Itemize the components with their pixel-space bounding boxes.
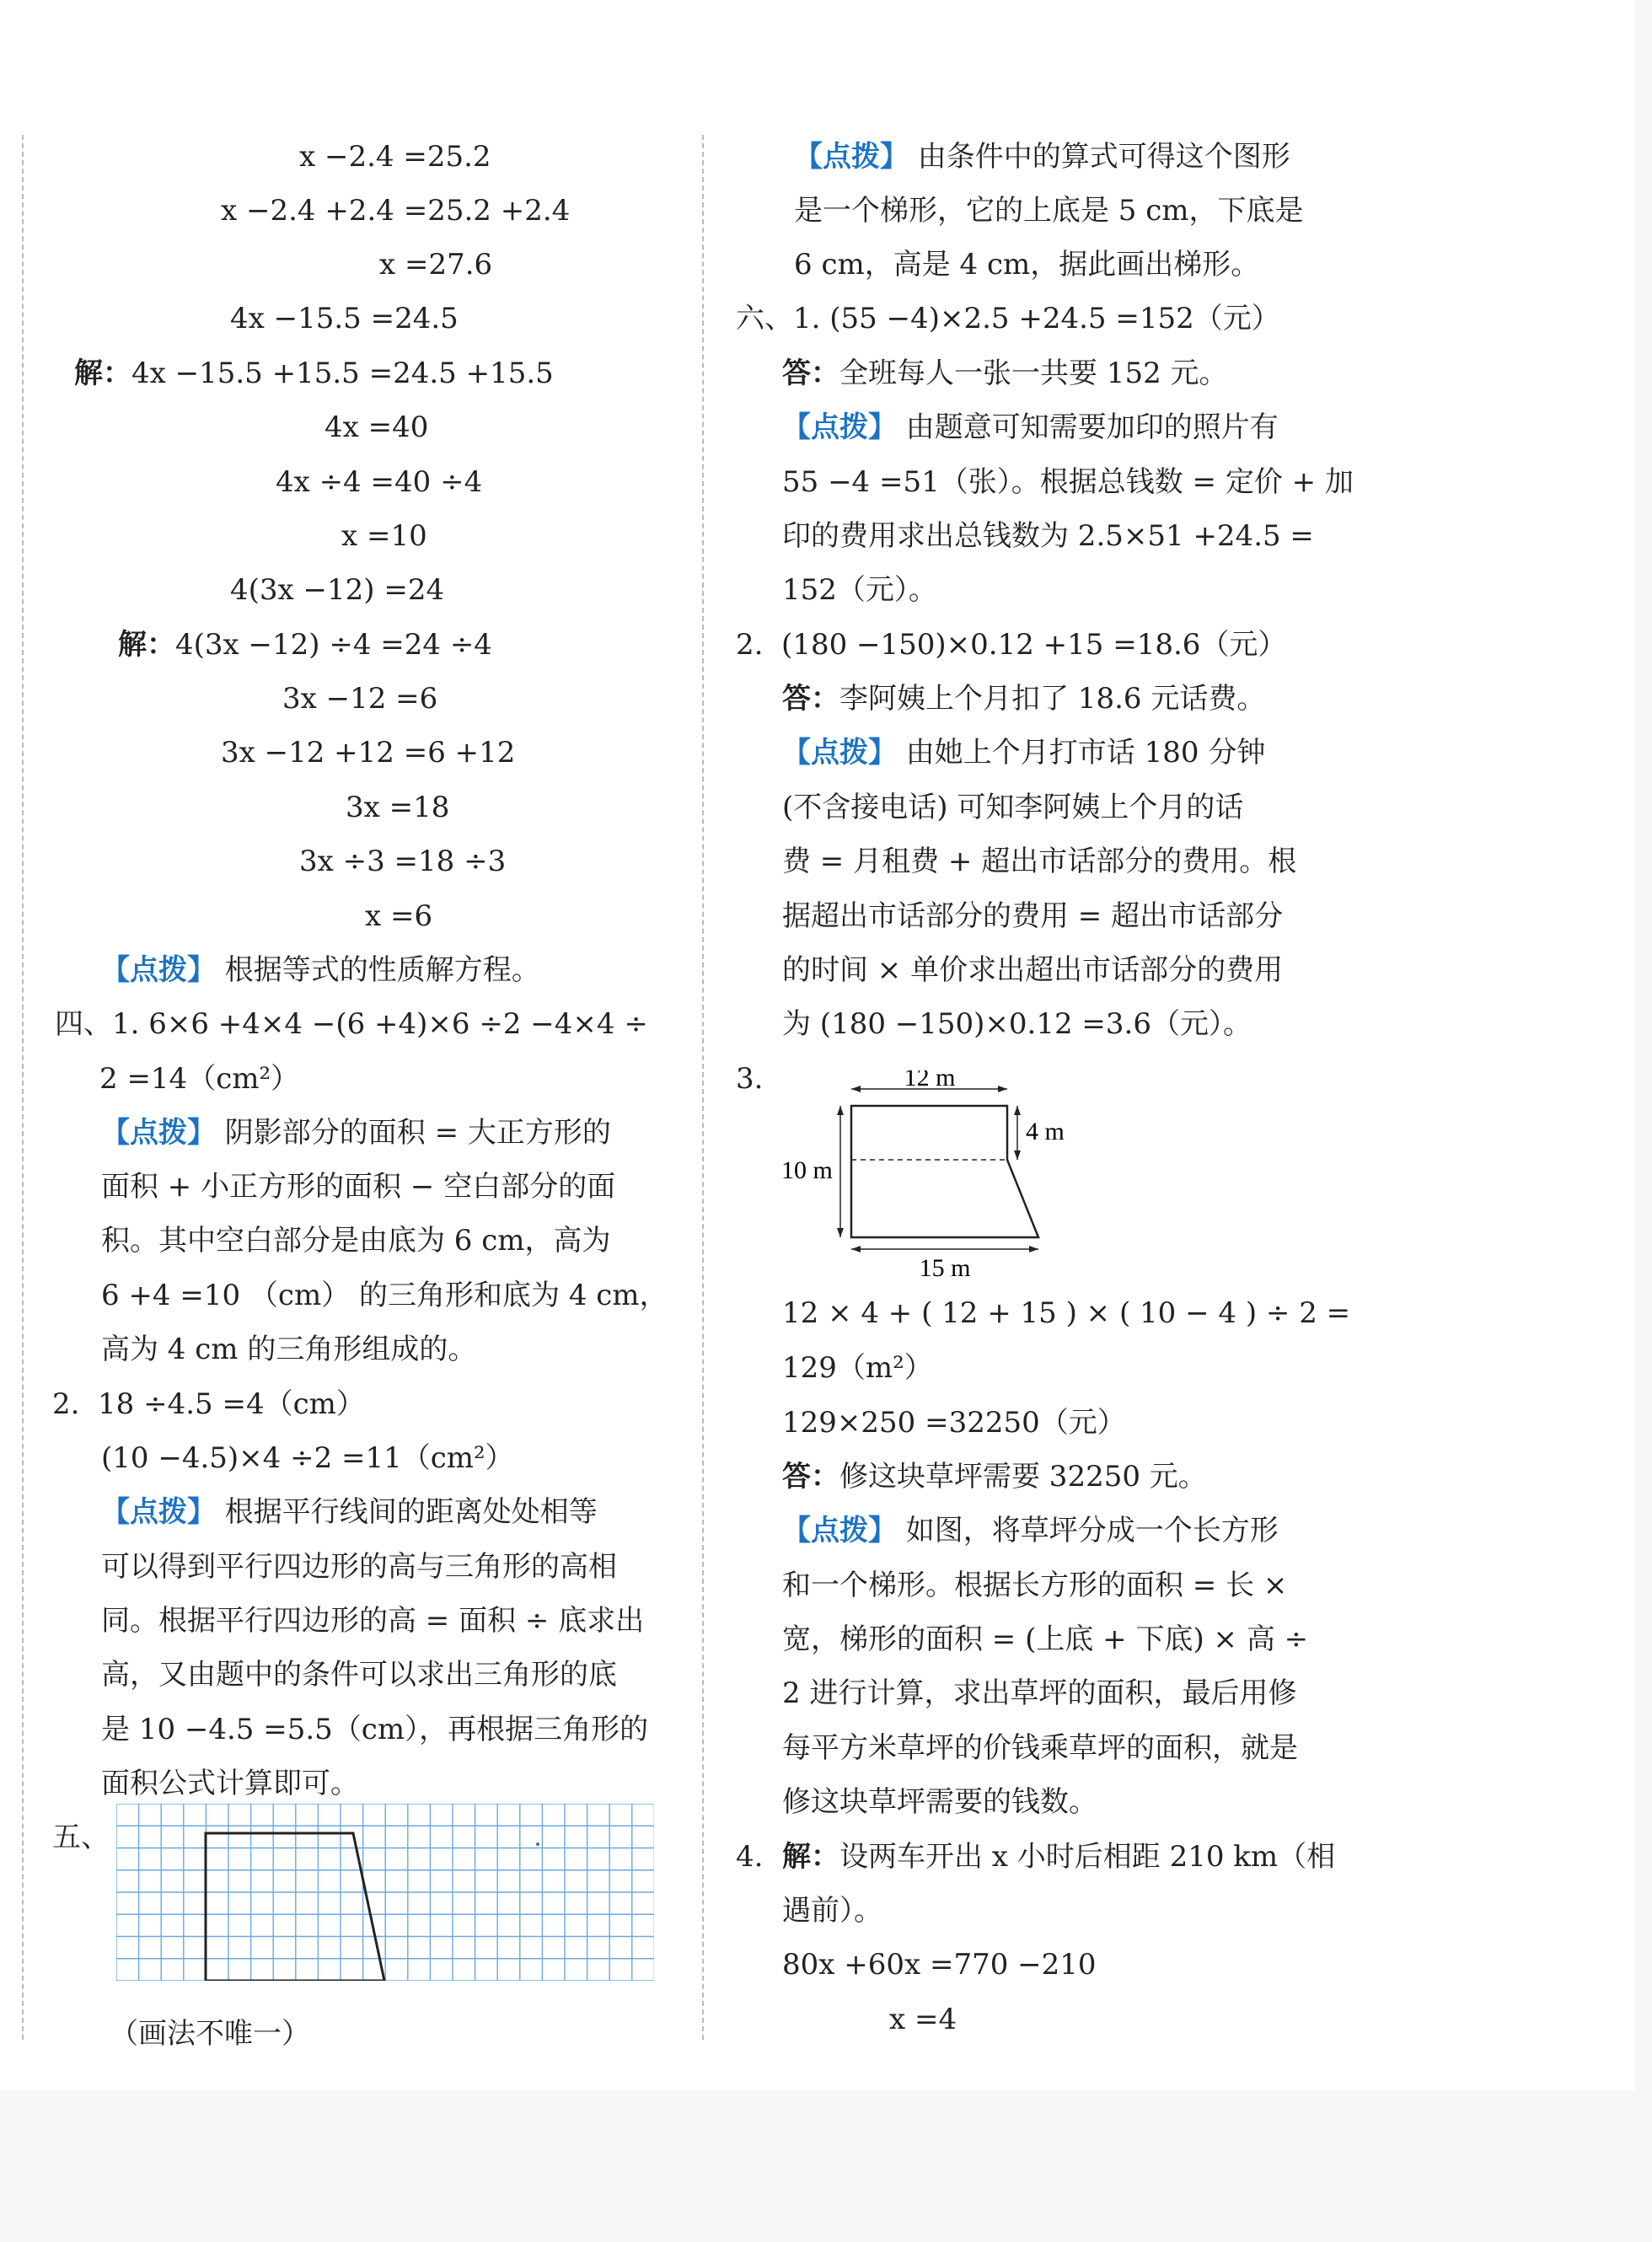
left-line bbox=[230, 300, 459, 337]
line-text: 3x −12 =6 bbox=[282, 682, 438, 716]
bottom-dim-arrow-r bbox=[1029, 1246, 1038, 1252]
line-text: 152（元）。 bbox=[782, 573, 937, 607]
right-line bbox=[782, 1295, 1350, 1332]
line-text: 李阿姨上个月扣了 18.6 元话费。 bbox=[839, 682, 1266, 716]
bottom-dim-label: 15 m bbox=[919, 1254, 971, 1281]
line-text: 4(3x −12) ÷4 =24 ÷4 bbox=[175, 628, 492, 662]
left-line bbox=[110, 2015, 310, 2052]
left-line bbox=[101, 1602, 644, 1639]
right-line bbox=[782, 409, 1279, 446]
right-line bbox=[782, 1946, 1097, 1983]
line-text: x −2.4 +2.4 =25.2 +2.4 bbox=[221, 194, 571, 228]
line-text: 五、 bbox=[52, 1821, 110, 1854]
line-text: 积。其中空白部分是由底为 6 cm，高为 bbox=[101, 1224, 611, 1258]
top-dim-arrow-r bbox=[998, 1086, 1007, 1092]
hint-label: 【点拨】 bbox=[782, 736, 897, 770]
line-text: x =10 bbox=[341, 519, 427, 553]
line-text: 2. (180 −150)×0.12 +15 =18.6（元） bbox=[736, 628, 1287, 662]
right-line bbox=[794, 246, 1259, 283]
line-text: 如图，将草坪分成一个长方形 bbox=[897, 1514, 1279, 1547]
right-dim-label: 4 m bbox=[1026, 1118, 1065, 1145]
line-text: 四、1. 6×6 +4×4 −(6 +4)×6 ÷2 −4×4 ÷ bbox=[55, 1007, 648, 1041]
left-line bbox=[341, 518, 427, 555]
line-text: 据超出市话部分的费用 = 超出市话部分 bbox=[782, 899, 1284, 933]
left-line bbox=[52, 1386, 365, 1423]
left-dim-arrow-t bbox=[837, 1106, 844, 1115]
line-text: 修这块草坪需要 32250 元。 bbox=[839, 1460, 1207, 1494]
line-text: 修这块草坪需要的钱数。 bbox=[782, 1785, 1097, 1819]
grid-lines bbox=[116, 1804, 654, 1981]
right-line bbox=[782, 355, 1228, 392]
left-line bbox=[52, 1819, 110, 1856]
right-line bbox=[736, 1838, 763, 1875]
left-line bbox=[55, 1006, 648, 1043]
left-line bbox=[379, 246, 492, 283]
hint-label: 【点拨】 bbox=[101, 1116, 216, 1150]
right-line bbox=[782, 1621, 1308, 1658]
left-line bbox=[299, 138, 491, 175]
left-line bbox=[101, 1168, 615, 1205]
line-text: 根据平行线间的距离处处相等 bbox=[216, 1495, 598, 1529]
left-dim-arrow-b bbox=[837, 1228, 844, 1237]
line-text: 每平方米草坪的价钱乘草坪的面积，就是 bbox=[782, 1731, 1298, 1765]
right-line bbox=[782, 898, 1283, 935]
line-text: 高为 4 cm 的三角形组成的。 bbox=[101, 1333, 477, 1366]
left-line bbox=[299, 843, 506, 880]
line-text: 同。根据平行四边形的高 = 面积 ÷ 底求出 bbox=[101, 1604, 645, 1638]
right-line bbox=[782, 1838, 1335, 1875]
line-text: 12 × 4 + ( 12 + 15 ) × ( 10 − 4 ) ÷ 2 = bbox=[782, 1296, 1351, 1330]
line-prefix: 解： bbox=[782, 1840, 839, 1874]
left-line bbox=[118, 626, 492, 663]
right-line bbox=[782, 680, 1265, 717]
left-margin-rule bbox=[22, 135, 24, 2040]
line-text: 129（m²） bbox=[782, 1351, 933, 1385]
right-line bbox=[782, 571, 937, 609]
line-text: 129×250 =32250（元） bbox=[782, 1406, 1126, 1440]
left-line bbox=[324, 409, 428, 446]
right-line bbox=[794, 192, 1304, 229]
line-text: 是一个梯形，它的上底是 5 cm，下底是 bbox=[794, 194, 1304, 228]
line-text: 阴影部分的面积 = 大正方形的 bbox=[216, 1116, 611, 1150]
line-text: 3. bbox=[736, 1062, 764, 1096]
line-text: 由她上个月打市话 180 分钟 bbox=[897, 736, 1266, 770]
right-line bbox=[736, 300, 1280, 337]
line-text: 宽，梯形的面积 = (上底 + 下底) × 高 ÷ bbox=[782, 1622, 1309, 1656]
left-line bbox=[101, 1277, 668, 1314]
right-line bbox=[782, 843, 1296, 880]
left-line bbox=[221, 192, 570, 229]
line-text: 4x =40 bbox=[324, 410, 429, 444]
left-line bbox=[365, 898, 432, 935]
line-text: 2. 18 ÷4.5 =4（cm） bbox=[52, 1387, 365, 1421]
left-line bbox=[101, 1494, 598, 1531]
right-dim-arrow-t bbox=[1014, 1106, 1021, 1115]
right-line bbox=[782, 1892, 882, 1929]
line-text: 4(3x −12) =24 bbox=[230, 573, 445, 607]
hint-label: 【点拨】 bbox=[101, 953, 216, 987]
left-line bbox=[101, 1440, 514, 1477]
right-line bbox=[782, 1783, 1097, 1821]
line-text: 由题意可知需要加印的照片有 bbox=[897, 410, 1279, 444]
line-text: 高，又由题中的条件可以求出三角形的底 bbox=[101, 1658, 617, 1692]
left-line bbox=[101, 952, 540, 989]
line-text: x =27.6 bbox=[379, 248, 493, 282]
right-line bbox=[736, 626, 1286, 663]
line-text: 根据等式的性质解方程。 bbox=[216, 953, 540, 987]
line-prefix: 答： bbox=[782, 357, 839, 390]
left-line bbox=[101, 1114, 611, 1151]
right-line bbox=[782, 1567, 1287, 1604]
left-line bbox=[101, 1331, 476, 1368]
left-line bbox=[282, 680, 437, 717]
right-line bbox=[782, 1006, 1252, 1043]
lawn-figure bbox=[780, 1070, 1083, 1281]
line-text: x −2.4 =25.2 bbox=[299, 140, 491, 174]
right-line bbox=[782, 1349, 933, 1386]
line-text: 为 (180 −150)×0.12 =3.6（元）。 bbox=[782, 1007, 1252, 1041]
bottom-dim-arrow-l bbox=[851, 1246, 861, 1252]
right-line bbox=[782, 952, 1283, 989]
line-prefix: 答： bbox=[782, 682, 839, 716]
line-text: 和一个梯形。根据长方形的面积 = 长 × bbox=[782, 1569, 1288, 1602]
hint-label: 【点拨】 bbox=[101, 1495, 216, 1529]
line-text: 4. bbox=[736, 1840, 764, 1874]
line-text: 4x −15.5 +15.5 =24.5 +15.5 bbox=[131, 357, 554, 390]
line-text: 3x ÷3 =18 ÷3 bbox=[299, 845, 507, 878]
line-text: 的时间 × 单价求出超出市话部分的费用 bbox=[782, 953, 1284, 987]
line-text: 六、1. (55 −4)×2.5 +24.5 =152（元） bbox=[736, 302, 1280, 335]
line-text: 55 −4 =51（张）。根据总钱数 = 定价 + 加 bbox=[782, 465, 1354, 499]
line-text: 全班每人一张一共要 152 元。 bbox=[839, 357, 1228, 390]
line-prefix: 解： bbox=[74, 357, 131, 390]
line-text: 是 10 −4.5 =5.5（cm），再根据三角形的 bbox=[101, 1713, 649, 1746]
left-line bbox=[101, 1711, 648, 1748]
hint-label: 【点拨】 bbox=[794, 140, 909, 174]
left-dim-label: 10 m bbox=[781, 1156, 833, 1184]
right-line bbox=[782, 1404, 1126, 1441]
left-line bbox=[101, 1222, 611, 1259]
left-line bbox=[346, 789, 449, 826]
right-line bbox=[782, 1512, 1279, 1549]
grid-dot bbox=[536, 1842, 539, 1846]
left-line bbox=[101, 1548, 617, 1585]
right-dim-arrow-b bbox=[1014, 1150, 1021, 1160]
top-dim-label: 12 m bbox=[904, 1070, 956, 1092]
right-line bbox=[782, 518, 1314, 555]
line-text: x =4 bbox=[889, 2003, 957, 2036]
line-text: 4x ÷4 =40 ÷4 bbox=[276, 465, 483, 499]
line-text: 3x −12 +12 =6 +12 bbox=[221, 736, 516, 770]
line-text: (不含接电话) 可知李阿姨上个月的话 bbox=[782, 791, 1244, 824]
line-text: 印的费用求出总钱数为 2.5×51 +24.5 = bbox=[782, 519, 1314, 553]
line-prefix: 解： bbox=[118, 628, 175, 662]
right-line bbox=[782, 789, 1243, 826]
line-text: 费 = 月租费 + 超出市话部分的费用。根 bbox=[782, 845, 1297, 878]
line-text: 可以得到平行四边形的高与三角形的高相 bbox=[101, 1550, 617, 1584]
line-text: x =6 bbox=[365, 899, 433, 933]
line-text: 3x =18 bbox=[346, 791, 450, 824]
line-text: （画法不唯一） bbox=[110, 2017, 310, 2051]
line-text: 由条件中的算式可得这个图形 bbox=[909, 140, 1290, 174]
column-divider bbox=[702, 135, 704, 2040]
line-text: 2 进行计算，求出草坪的面积，最后用修 bbox=[782, 1676, 1297, 1710]
line-text: 2 =14（cm²） bbox=[99, 1062, 300, 1096]
line-text: 6 +4 =10 （cm） 的三角形和底为 4 cm， bbox=[101, 1279, 668, 1312]
left-line bbox=[221, 734, 515, 771]
left-line bbox=[101, 1765, 359, 1802]
hint-label: 【点拨】 bbox=[782, 1514, 897, 1547]
line-text: 面积公式计算即可。 bbox=[101, 1767, 359, 1800]
right-line bbox=[782, 464, 1354, 501]
line-text: (10 −4.5)×4 ÷2 =11（cm²） bbox=[101, 1441, 514, 1475]
lawn-shape bbox=[851, 1106, 1038, 1237]
right-line bbox=[782, 734, 1265, 771]
left-line bbox=[99, 1060, 299, 1097]
line-text: 80x +60x =770 −210 bbox=[782, 1948, 1097, 1982]
right-line bbox=[794, 138, 1290, 175]
line-prefix: 答： bbox=[782, 1460, 839, 1494]
right-line bbox=[782, 1458, 1207, 1495]
left-line bbox=[101, 1656, 617, 1693]
line-text: 4x −15.5 =24.5 bbox=[230, 302, 459, 335]
line-text: 6 cm，高是 4 cm，据此画出梯形。 bbox=[794, 248, 1260, 282]
hint-label: 【点拨】 bbox=[782, 410, 897, 444]
right-line bbox=[782, 1675, 1296, 1712]
left-line bbox=[230, 571, 444, 609]
grid-trapezoid-drawing bbox=[116, 1804, 654, 1981]
right-line bbox=[889, 2001, 957, 2038]
line-text: 遇前）。 bbox=[782, 1894, 882, 1928]
line-text: 面积 + 小正方形的面积 − 空白部分的面 bbox=[101, 1170, 616, 1204]
top-dim-arrow-l bbox=[851, 1086, 861, 1092]
left-line bbox=[74, 355, 554, 392]
right-line bbox=[736, 1060, 763, 1097]
right-line bbox=[782, 1730, 1298, 1767]
left-line bbox=[276, 464, 482, 501]
line-text: 设两车开出 x 小时后相距 210 km（相 bbox=[839, 1840, 1336, 1874]
